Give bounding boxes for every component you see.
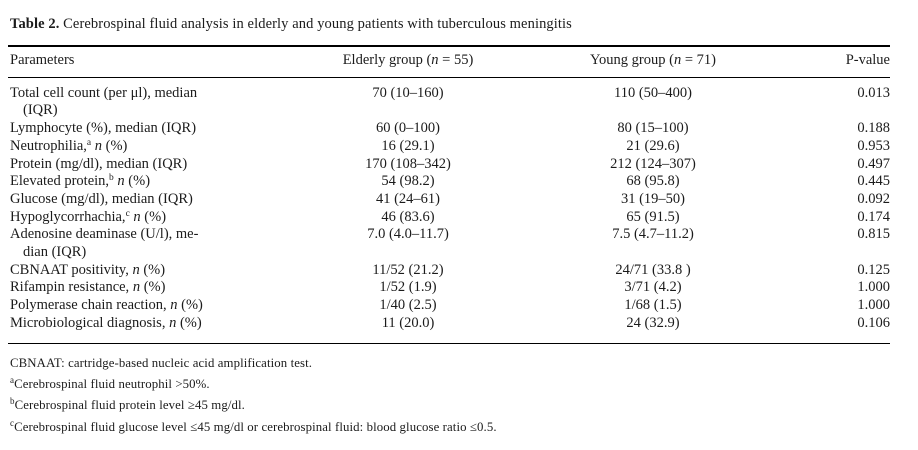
n-variable: n <box>431 52 439 68</box>
param-n-variable: n <box>128 261 144 278</box>
elderly-value-cell: 1/40 (2.5) <box>379 297 437 314</box>
param-n-variable: n <box>129 279 144 296</box>
param-text: Lymphocyte (%), median (IQR) <box>10 120 197 137</box>
param-text: Glucose (mg/dl), median (IQR) <box>10 190 193 207</box>
footnote-marker: b <box>10 396 15 407</box>
p-value-cell: 1.000 <box>857 297 890 314</box>
young-value-cell: 24 (32.9) <box>626 314 680 331</box>
column-header-p-value: P-value <box>798 46 890 77</box>
young-value-cell: 80 (15–100) <box>617 120 689 137</box>
footnote-text: Cerebrospinal fluid neutrophil >50%. <box>14 376 210 391</box>
param-cell <box>8 77 308 120</box>
table-row <box>8 77 890 120</box>
footnote <box>10 353 890 374</box>
table-row <box>8 191 890 209</box>
elderly-value-cell: 11/52 (21.2) <box>372 261 444 278</box>
p-value-cell: 1.000 <box>857 279 890 296</box>
param-n-variable: n <box>113 173 129 190</box>
param-text-tail: (%) <box>105 137 128 154</box>
param-text: Adenosine deaminase (U/l), me- <box>10 226 199 243</box>
csf-analysis-table <box>8 45 890 344</box>
column-header-elderly-group: Elderly group (n = 55) <box>308 46 508 77</box>
param-n-variable: n <box>129 208 145 225</box>
table-row <box>8 156 890 174</box>
elderly-value-cell: 170 (108–342) <box>365 155 451 172</box>
p-value-cell: 0.953 <box>857 137 890 154</box>
table-row <box>8 209 890 227</box>
footnote-marker: c <box>10 417 15 428</box>
footnote-text: Cerebrospinal fluid protein level ≥45 mg/dl. <box>14 398 245 413</box>
column-header-young-group: Young group (n = 71) <box>508 46 798 77</box>
young-value-cell: 1/68 (1.5) <box>624 297 682 314</box>
footnote <box>10 395 890 416</box>
param-text: CBNAAT positivity, <box>10 261 129 278</box>
p-value-cell: 0.125 <box>857 261 890 278</box>
caption-text: Cerebrospinal fluid analysis in elderly and young patients with tuberculous meningitis <box>59 16 572 32</box>
p-value-cell: 0.013 <box>857 84 890 101</box>
young-value-cell: 65 (91.5) <box>626 208 680 225</box>
param-text-tail: (%) <box>179 314 202 331</box>
param-n-variable: n <box>165 314 180 331</box>
young-value-cell: 24/71 (33.8 ) <box>615 261 691 278</box>
elderly-value-cell: 60 (0–100) <box>375 120 441 137</box>
table-row <box>8 120 890 138</box>
table-row <box>8 297 890 315</box>
param-text: Elevated protein, <box>10 173 110 190</box>
elderly-value-cell: 46 (83.6) <box>381 208 435 225</box>
elderly-value-cell: 1/52 (1.9) <box>379 279 437 296</box>
param-cell <box>8 156 308 174</box>
param-n-variable: n <box>91 137 106 154</box>
p-value-cell: 0.815 <box>857 226 890 243</box>
param-cell <box>8 262 308 280</box>
elderly-value-cell: 70 (10–160) <box>372 84 444 101</box>
footnote <box>10 374 890 395</box>
p-value-cell: 0.174 <box>857 208 890 225</box>
param-text: Total cell count (per μl), median <box>10 84 198 101</box>
footnote-marker: a <box>10 374 15 385</box>
header-row <box>8 46 890 77</box>
table-row <box>8 262 890 280</box>
footnote <box>10 417 890 438</box>
param-superscript: c <box>125 208 130 219</box>
table-block <box>8 16 890 438</box>
n-variable: n <box>673 52 682 68</box>
column-header-parameters: Parameters <box>8 46 308 77</box>
param-cell <box>8 191 308 209</box>
param-cell <box>8 138 308 156</box>
young-value-cell: 3/71 (4.2) <box>624 279 682 296</box>
param-text-tail: (%) <box>143 279 166 296</box>
param-wrap-line: (IQR) <box>23 102 58 119</box>
young-value-cell: 31 (19–50) <box>620 190 686 207</box>
young-value-cell: 21 (29.6) <box>626 137 680 154</box>
table-row <box>8 315 890 343</box>
young-value-cell: 110 (50–400) <box>614 84 692 101</box>
param-cell <box>8 279 308 297</box>
elderly-value-cell: 16 (29.1) <box>381 137 435 154</box>
param-n-variable: n <box>166 297 182 314</box>
table-caption <box>10 16 890 33</box>
param-cell <box>8 297 308 315</box>
param-superscript: a <box>86 137 92 148</box>
param-cell <box>8 315 308 343</box>
param-text: Rifampin resistance, <box>10 279 130 296</box>
p-value-cell: 0.497 <box>857 155 890 172</box>
footnotes <box>10 353 890 439</box>
p-value-cell: 0.092 <box>857 190 890 207</box>
param-wrap-line: dian (IQR) <box>23 244 87 261</box>
param-text: Neutrophilia, <box>10 137 87 154</box>
p-value-cell: 0.188 <box>857 120 890 137</box>
param-cell <box>8 120 308 138</box>
table-row <box>8 279 890 297</box>
p-value-cell: 0.106 <box>857 314 890 331</box>
param-text-tail: (%) <box>128 173 151 190</box>
p-value-cell: 0.445 <box>857 173 890 190</box>
young-value-cell: 7.5 (4.7–11.2) <box>612 226 694 243</box>
param-text-tail: (%) <box>181 297 203 314</box>
param-superscript: b <box>109 173 114 184</box>
footnote-text: Cerebrospinal fluid glucose level ≤45 mg/dl or cerebrospinal fluid: blood glucose ratio ≤0.5. <box>14 419 497 434</box>
young-value-cell: 68 (95.8) <box>626 173 680 190</box>
elderly-value-cell: 41 (24–61) <box>375 190 441 207</box>
table-row <box>8 226 890 261</box>
param-text: Microbiological diagnosis, <box>10 314 166 331</box>
elderly-value-cell: 11 (20.0) <box>381 314 435 331</box>
param-text: Hypoglycorrhachia, <box>10 208 126 225</box>
elderly-value-cell: 54 (98.2) <box>381 173 435 190</box>
table-row <box>8 138 890 156</box>
param-text: Protein (mg/dl), median (IQR) <box>10 155 188 172</box>
param-cell <box>8 173 308 191</box>
footnote-text: CBNAAT: cartridge-based nucleic acid amplification test. <box>10 355 313 370</box>
param-cell <box>8 226 308 261</box>
param-text: Polymerase chain reaction, <box>10 297 167 314</box>
param-cell <box>8 209 308 227</box>
elderly-value-cell: 7.0 (4.0–11.7) <box>367 226 449 243</box>
table-number: Table 2. <box>10 16 60 32</box>
param-text-tail: (%) <box>143 261 166 278</box>
table-row <box>8 173 890 191</box>
young-value-cell: 212 (124–307) <box>610 155 696 172</box>
param-text-tail: (%) <box>144 208 167 225</box>
